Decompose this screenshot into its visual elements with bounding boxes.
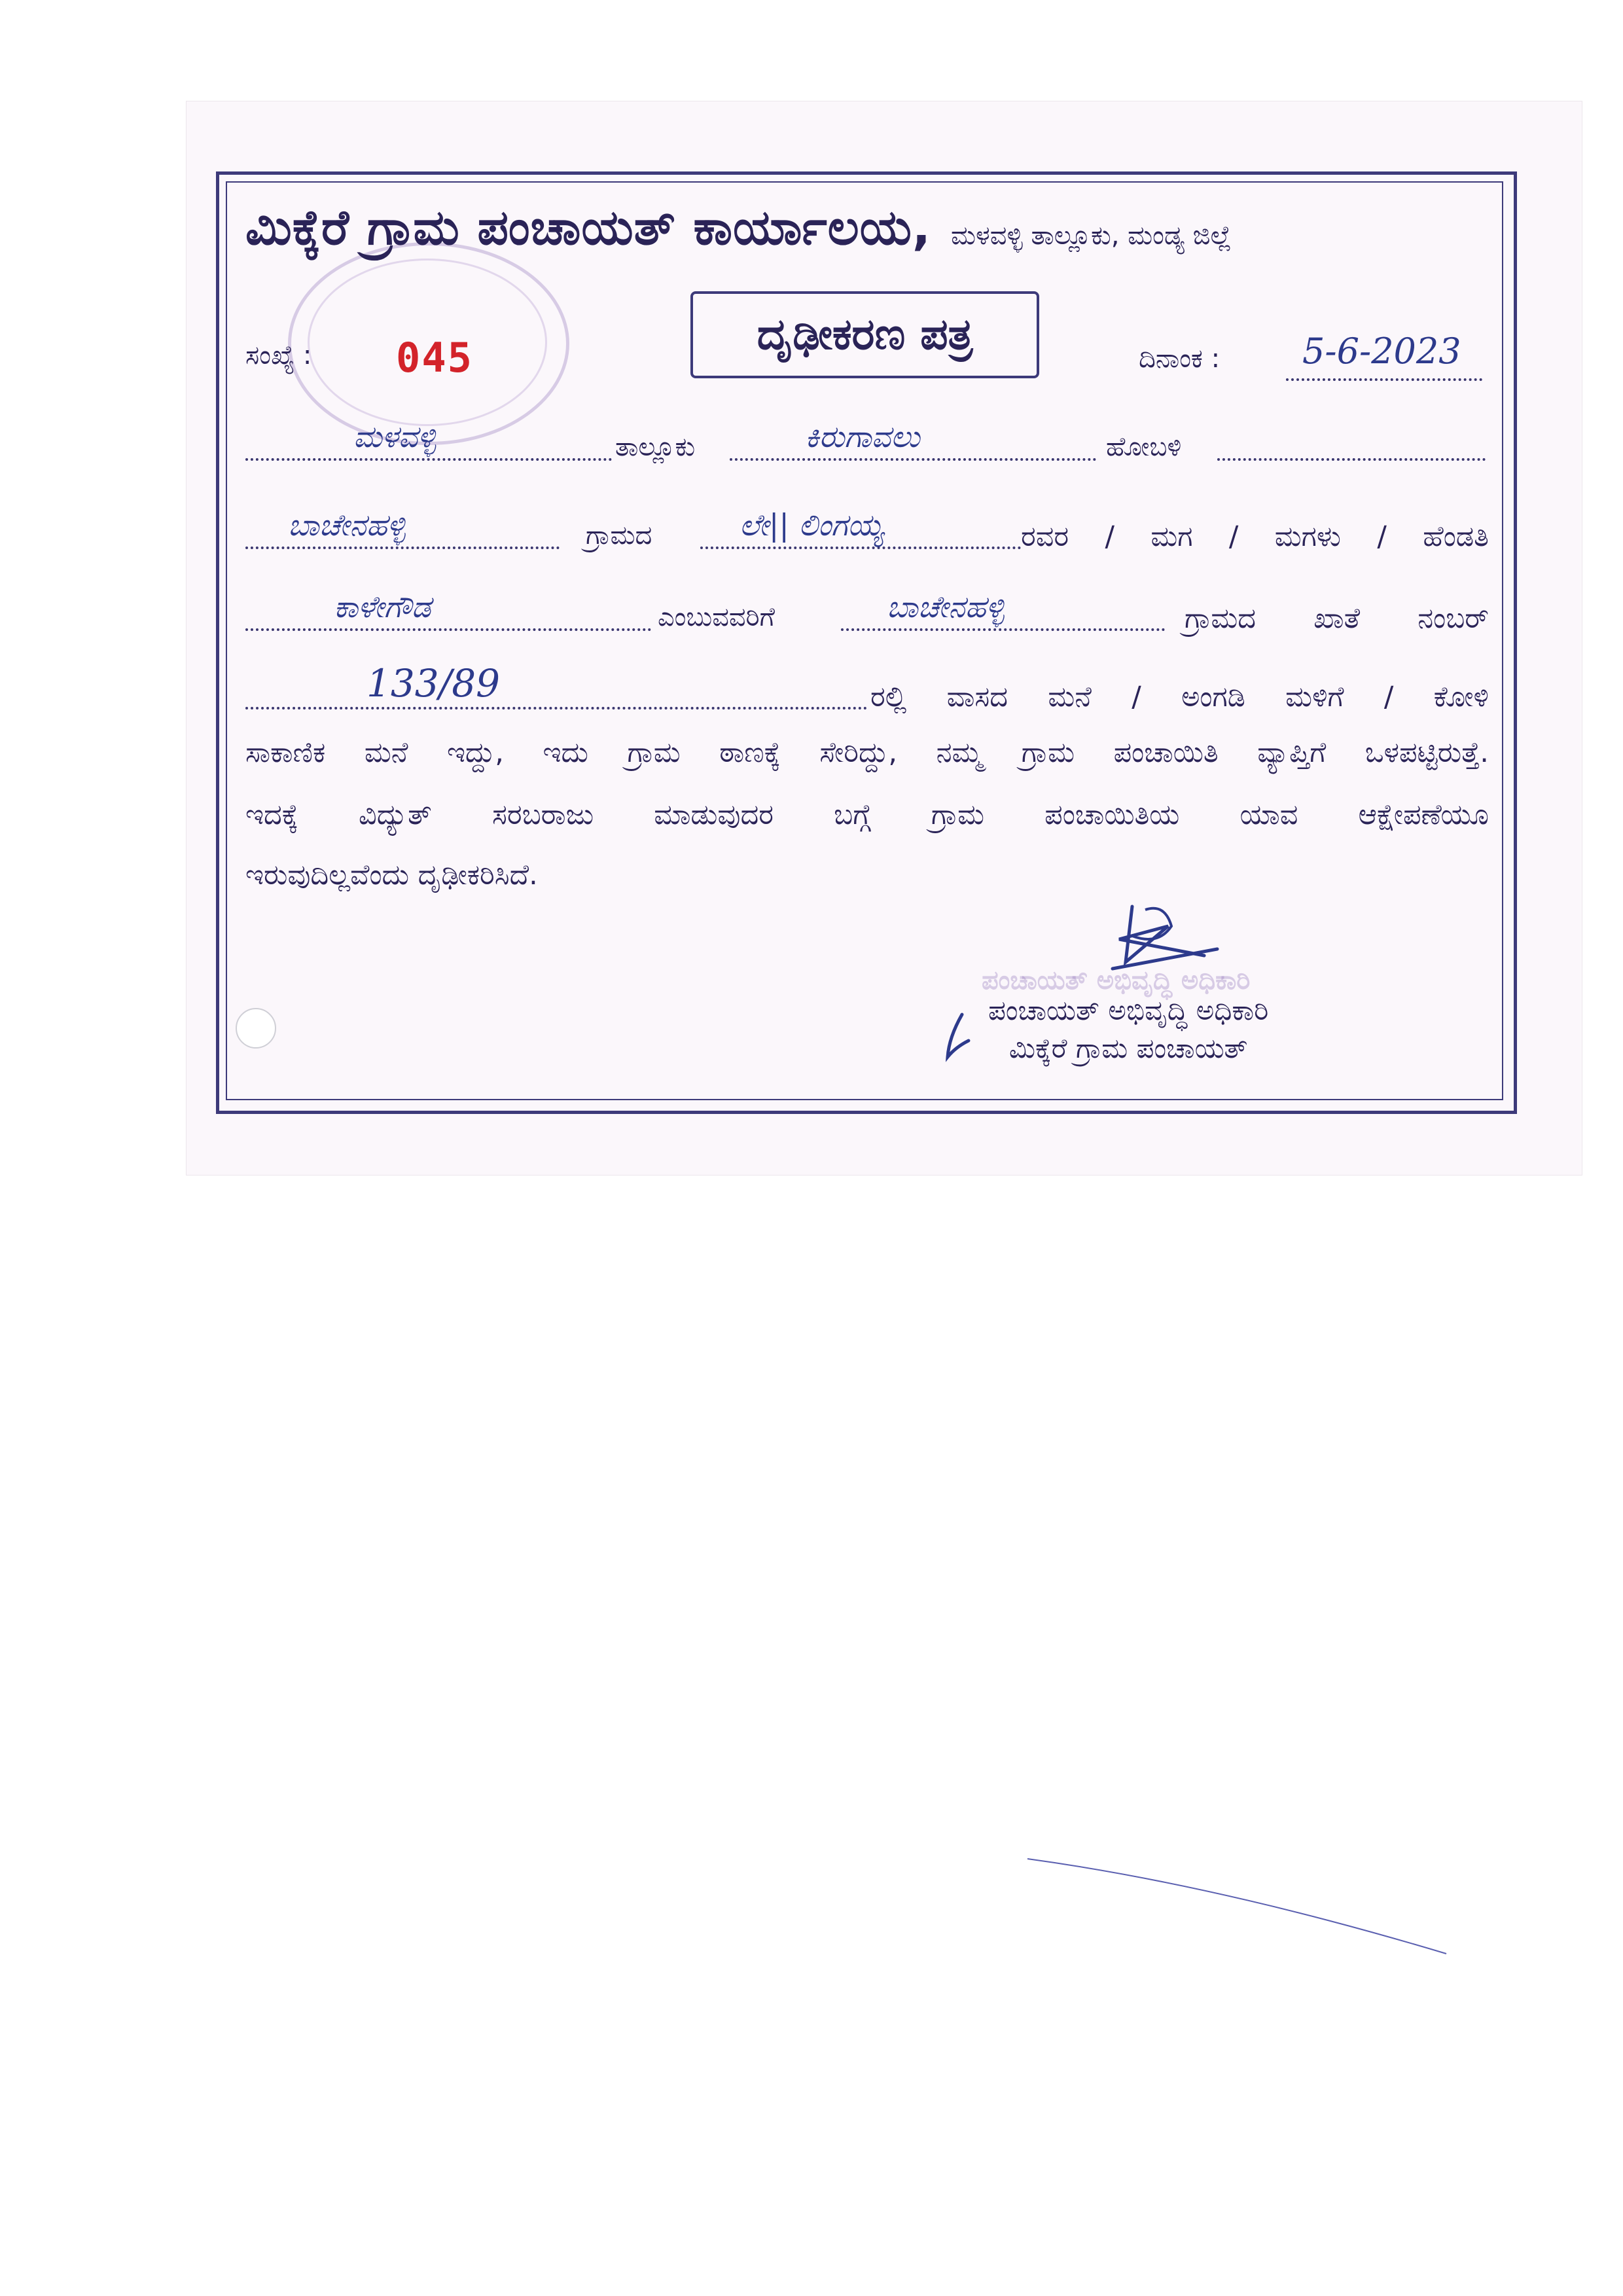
village-value: ಬಾಚೇನಹಳ್ಳಿ [288,507,406,543]
body-word: ಆಕ್ಷೇಪಣೆಯೂ [1358,798,1489,831]
premises-word: ಮನೆ [1048,681,1092,713]
body-word: ಗ್ರಾಮ [627,736,681,769]
signatory-designation: ಪಂಚಾಯತ್ ಅಭಿವೃದ್ಧಿ ಅಧಿಕಾರಿ [988,994,1269,1026]
signatory-office: ಮಿಕ್ಕೆರೆ ಗ್ರಾಮ ಪಂಚಾಯತ್ [1008,1032,1248,1064]
name-label: ಎಂಬುವವರಿಗೆ [658,602,775,632]
relation-word: ರವರ [1021,520,1069,553]
office-title: ಮಿಕ್ಕೆರೆ ಗ್ರಾಮ ಪಂಚಾಯತ್ ಕಾರ್ಯಾಲಯ, [245,200,931,256]
body-word: ಬಗ್ಗೆ [834,798,871,831]
premises-word: ಕೋಳಿ [1433,681,1489,713]
relation-word: ಮಗ [1150,520,1193,553]
body-line-7: ಇರುವುದಿಲ್ಲವೆಂದು ದೃಢೀಕರಿಸಿದೆ. [245,859,538,891]
signatory-block [988,992,1268,1067]
premises-line [870,681,1489,713]
body-word: ವ್ಯಾಪ್ತಿಗೆ [1257,736,1327,769]
premises-word: ರಲ್ಲಿ [870,681,907,713]
relation-word: / [1105,520,1115,553]
body-word: ಯಾವ [1240,798,1298,831]
hobli-value: ಕಿರುಗಾವಲು [805,419,920,454]
body-word: ನಮ್ಮ [936,736,983,769]
khata-label-line [1185,602,1489,635]
village2-value: ಬಾಚೇನಹಳ್ಳಿ [887,589,1005,624]
hobli-dotted-line [730,458,1096,461]
taluk-value: ಮಳವಳ್ಳಿ [353,419,437,454]
taluk-dotted-line [245,458,612,461]
khata-dotted-line [245,707,867,709]
premises-word: ವಾಸದ [946,681,1008,713]
designation-stamp: ಪಂಚಾಯತ್ ಅಭಿವೃದ್ಧಿ ಅಧಿಕಾರಿ [982,965,1251,996]
date-dotted-line [1286,378,1482,381]
relation-line [1021,520,1489,553]
body-word: ಇದು [543,736,588,769]
body-word: ಸರಬರಾಜು [491,798,594,831]
header [245,200,1489,272]
punch-hole [236,1008,276,1049]
khata-word: ಗ್ರಾಮದ [1185,602,1257,635]
village2-dotted-line [841,628,1165,631]
body-word: ಮಾಡುವುದರ [654,798,774,831]
body-word: ಠಾಣಕ್ಕೆ [719,736,781,769]
body-line-5 [245,736,1489,769]
body-word: ಗ್ರಾಮ [1021,736,1075,769]
certificate-number: 045 [396,334,473,382]
body-word: ಮನೆ [364,736,408,769]
office-subtitle: ಮಳವಳ್ಳಿ ತಾಲ್ಲೂಕು, ಮಂಡ್ಯ ಜಿಲ್ಲೆ [951,221,1232,251]
khata-value: 133/89 [366,661,501,706]
premises-word: ಅಂಗಡಿ [1181,681,1245,713]
premises-word: / [1132,681,1141,713]
relation-word: / [1228,520,1239,553]
body-word: ಒಳಪಟ್ಟಿರುತ್ತೆ. [1364,736,1489,769]
name-value: ಕಾಳೇಗೌಡ [334,589,431,624]
certificate-title: ದೃಢೀಕರಣ ಪತ್ರ [690,291,1039,378]
hobli-extra-dotted-line [1217,458,1486,461]
number-label: ಸಂಖ್ಯೆ : [245,340,312,370]
body-word: ಇದಕ್ಕೆ [245,798,298,831]
body-word: ಪಂಚಾಯಿತಿಯ [1044,798,1180,831]
khata-word: ಖಾತೆ [1313,602,1361,635]
hobli-label: ಹೋಬಳಿ [1106,432,1182,462]
date-label: ದಿನಾಂಕ : [1139,344,1221,374]
date-value: 5-6-2023 [1302,331,1461,372]
body-word: ಗ್ರಾಮ [931,798,985,831]
relation-word: ಮಗಳು [1274,520,1341,553]
taluk-label: ತಾಲ್ಲೂಕು [615,432,696,462]
body-word: ಇದ್ದು, [446,736,504,769]
body-word: ಸಾಕಾಣಿಕ [245,736,326,769]
premises-word: / [1383,681,1394,713]
stray-pen-line [1021,1846,1453,1964]
village-label: ಗ್ರಾಮದ [586,520,652,550]
khata-word: ನಂಬರ್ [1418,602,1489,635]
person-value: ಲೇ|| ಲಿಂಗಯ್ಯ [740,507,884,543]
relation-word: ಹೆಂಡತಿ [1423,520,1489,553]
body-word: ವಿದ್ಯುತ್ [359,798,432,831]
village-dotted-line [245,547,560,549]
body-word: ಸೇರಿದ್ದು, [819,736,898,769]
body-line-6 [245,798,1489,831]
name-dotted-line [245,628,651,631]
relation-word: / [1377,520,1387,553]
person-dotted-line [700,547,1021,549]
premises-word: ಮಳಿಗೆ [1285,681,1344,713]
body-word: ಪಂಚಾಯಿತಿ [1113,736,1219,769]
initial-mark [942,1011,975,1064]
